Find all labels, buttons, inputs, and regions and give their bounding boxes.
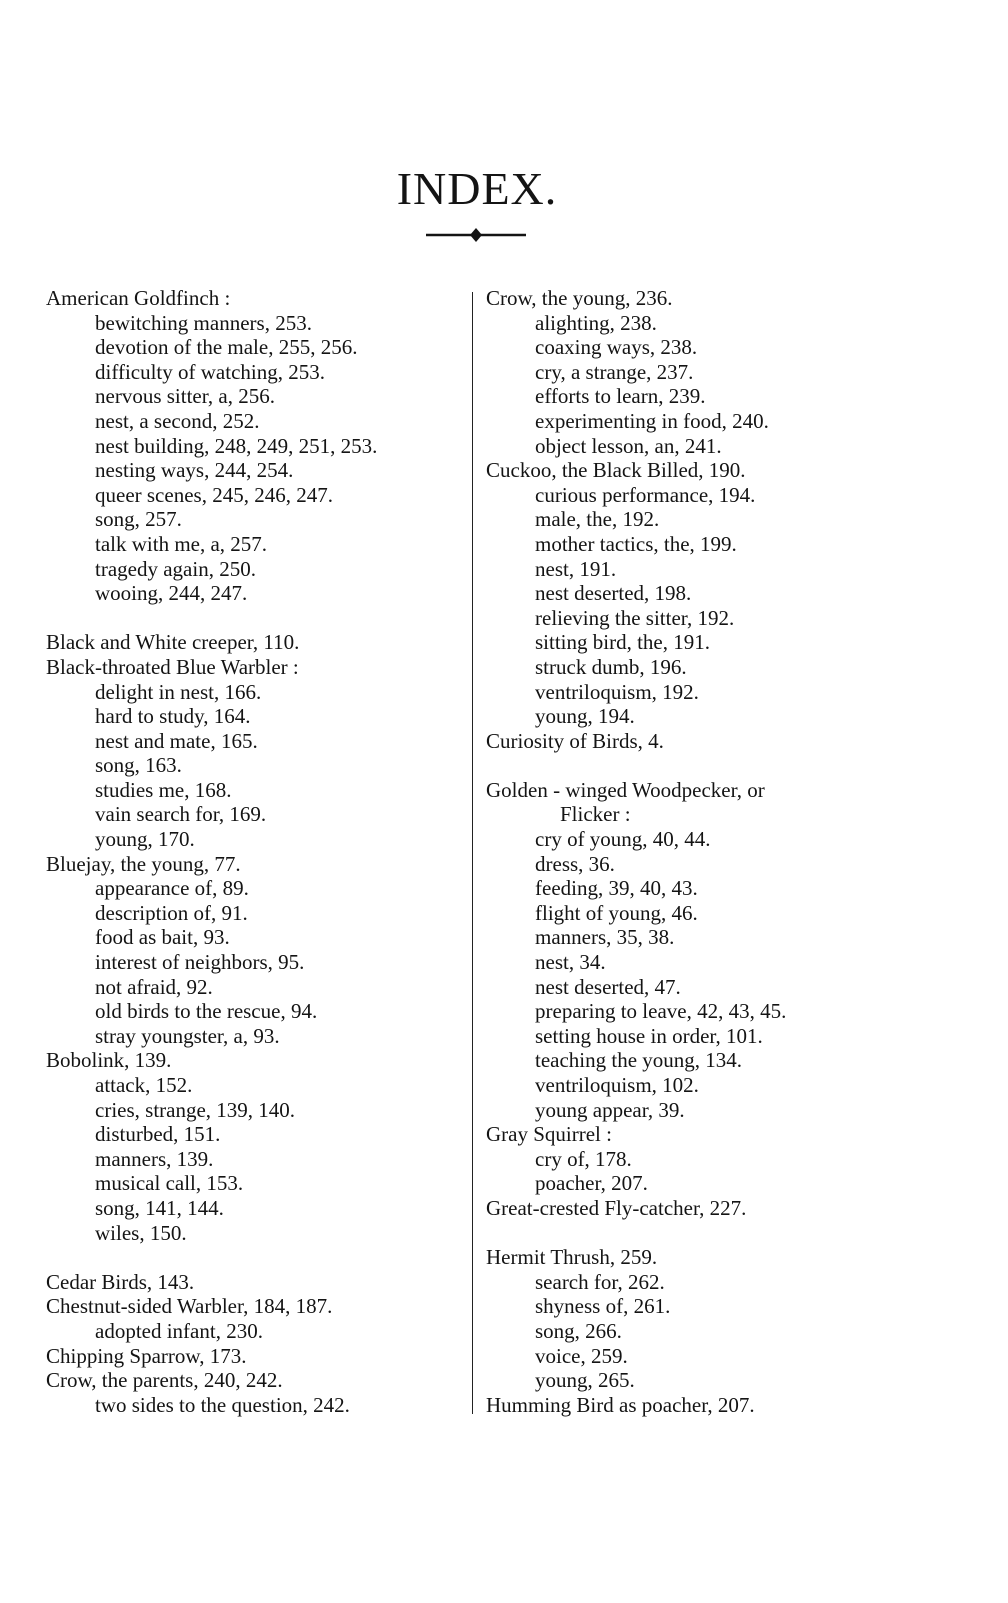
- index-gap: [486, 753, 906, 778]
- index-subentry: song, 163.: [95, 753, 182, 778]
- index-subentry: shyness of, 261.: [535, 1294, 671, 1319]
- index-subentry: old birds to the rescue, 94.: [95, 999, 318, 1024]
- index-entry: Humming Bird as poacher, 207.: [486, 1392, 755, 1417]
- index-subentry: young appear, 39.: [535, 1097, 685, 1122]
- index-entry: Bluejay, the young, 77.: [46, 851, 241, 876]
- column-divider: [472, 292, 473, 1414]
- index-subentry: curious performance, 194.: [535, 482, 756, 507]
- index-subentry: cries, strange, 139, 140.: [95, 1097, 296, 1122]
- index-subentry: cry, a strange, 237.: [535, 359, 694, 384]
- index-subentry: food as bait, 93.: [95, 925, 230, 950]
- index-subentry: dress, 36.: [535, 851, 615, 876]
- index-subentry: cry of, 178.: [535, 1146, 632, 1171]
- index-entry: Black-throated Blue Warbler :: [46, 654, 299, 679]
- index-subentry: manners, 139.: [95, 1146, 214, 1171]
- index-subentry: talk with me, a, 257.: [95, 531, 268, 556]
- index-subentry: nest and mate, 165.: [95, 728, 258, 753]
- index-gap: [46, 606, 466, 631]
- index-entry: Golden - winged Woodpecker, or: [486, 777, 765, 802]
- index-subentry: difficulty of watching, 253.: [95, 359, 325, 384]
- index-subentry: wiles, 150.: [95, 1220, 187, 1245]
- index-subentry: interest of neighbors, 95.: [95, 950, 305, 975]
- index-entry: Great-crested Fly-catcher, 227.: [486, 1195, 747, 1220]
- index-subentry: hard to study, 164.: [95, 704, 251, 729]
- ornament-divider: [426, 228, 526, 242]
- index-subentry: song, 257.: [95, 507, 182, 532]
- index-entry: Curiosity of Birds, 4.: [486, 728, 664, 753]
- index-subentry: coaxing ways, 238.: [535, 335, 698, 360]
- index-subentry: song, 141, 144.: [95, 1195, 224, 1220]
- index-subentry: tragedy again, 250.: [95, 556, 256, 581]
- index-entry: Crow, the parents, 240, 242.: [46, 1368, 283, 1393]
- index-subentry: efforts to learn, 239.: [535, 384, 706, 409]
- index-subentry: teaching the young, 134.: [535, 1048, 743, 1073]
- index-subentry: poacher, 207.: [535, 1171, 648, 1196]
- index-gap: [46, 1245, 466, 1270]
- index-entry: Black and White creeper, 110.: [46, 630, 300, 655]
- index-subentry: search for, 262.: [535, 1269, 665, 1294]
- index-subentry: delight in nest, 166.: [95, 679, 262, 704]
- index-subentry: vain search for, 169.: [95, 802, 267, 827]
- index-entry: Bobolink, 139.: [46, 1048, 172, 1073]
- index-subentry: two sides to the question, 242.: [95, 1392, 350, 1417]
- index-subentry: nesting ways, 244, 254.: [95, 458, 294, 483]
- index-subentry: nest deserted, 47.: [535, 974, 681, 999]
- index-entry: Chestnut-sided Warbler, 184, 187.: [46, 1294, 333, 1319]
- index-subentry: alighting, 238.: [535, 310, 657, 335]
- index-subentry: manners, 35, 38.: [535, 925, 675, 950]
- index-subentry: preparing to leave, 42, 43, 45.: [535, 999, 787, 1024]
- index-subentry: description of, 91.: [95, 900, 248, 925]
- index-subentry: ventriloquism, 102.: [535, 1073, 699, 1097]
- index-entry: Chipping Sparrow, 173.: [46, 1343, 247, 1368]
- page-title: INDEX.: [396, 162, 558, 214]
- index-subentry: nest, 191.: [535, 556, 617, 581]
- index-subentry: nest building, 248, 249, 251, 253.: [95, 433, 378, 458]
- index-subentry: cry of young, 40, 44.: [535, 827, 711, 852]
- index-subentry: struck dumb, 196.: [535, 654, 687, 679]
- index-subentry: wooing, 244, 247.: [95, 581, 248, 606]
- index-subentry: feeding, 39, 40, 43.: [535, 876, 698, 901]
- index-subentry: adopted infant, 230.: [95, 1318, 263, 1343]
- index-subentry: nest, 34.: [535, 950, 606, 975]
- index-subentry: studies me, 168.: [95, 777, 232, 802]
- index-subentry: relieving the sitter, 192.: [535, 605, 735, 630]
- index-subentry: stray youngster, a, 93.: [95, 1023, 280, 1048]
- index-subentry: object lesson, an, 241.: [535, 433, 722, 458]
- index-subentry: appearance of, 89.: [95, 876, 249, 901]
- index-subentry: musical call, 153.: [95, 1171, 244, 1196]
- index-subentry: flight of young, 46.: [535, 900, 698, 925]
- index-column-right: [486, 286, 906, 1417]
- index-subentry: bewitching manners, 253.: [95, 310, 312, 335]
- index-entry: Cuckoo, the Black Billed, 190.: [486, 458, 746, 483]
- index-subentry: nest deserted, 198.: [535, 581, 692, 606]
- index-subentry: mother tactics, the, 199.: [535, 531, 737, 556]
- index-subentry: not afraid, 92.: [95, 974, 213, 999]
- index-subentry: young, 265.: [535, 1368, 635, 1393]
- index-subentry: disturbed, 151.: [95, 1122, 221, 1147]
- index-subentry: attack, 152.: [95, 1073, 193, 1097]
- index-entry: Hermit Thrush, 259.: [486, 1245, 658, 1270]
- index-subentry: male, the, 192.: [535, 507, 660, 532]
- index-entry: Gray Squirrel :: [486, 1122, 612, 1147]
- index-subentry: setting house in order, 101.: [535, 1023, 763, 1048]
- index-subentry: young, 194.: [535, 704, 635, 729]
- index-entry: Cedar Birds, 143.: [46, 1269, 195, 1294]
- index-subentry: queer scenes, 245, 246, 247.: [95, 482, 333, 507]
- index-subentry: sitting bird, the, 191.: [535, 630, 710, 655]
- index-subentry: devotion of the male, 255, 256.: [95, 335, 358, 360]
- index-entry: Crow, the young, 236.: [486, 286, 673, 310]
- index-subentry: ventriloquism, 192.: [535, 679, 699, 704]
- index-column-left: [46, 286, 466, 1417]
- index-subentry: young, 170.: [95, 827, 195, 852]
- index-subentry: experimenting in food, 240.: [535, 408, 769, 433]
- index-entry: American Goldfinch :: [46, 286, 231, 310]
- index-gap: [486, 1221, 906, 1246]
- index-subentry: nervous sitter, a, 256.: [95, 384, 275, 409]
- index-subentry: voice, 259.: [535, 1343, 628, 1368]
- index-subentry: song, 266.: [535, 1318, 622, 1343]
- index-subentry: nest, a second, 252.: [95, 408, 260, 433]
- index-entry-continuation: Flicker :: [560, 802, 631, 827]
